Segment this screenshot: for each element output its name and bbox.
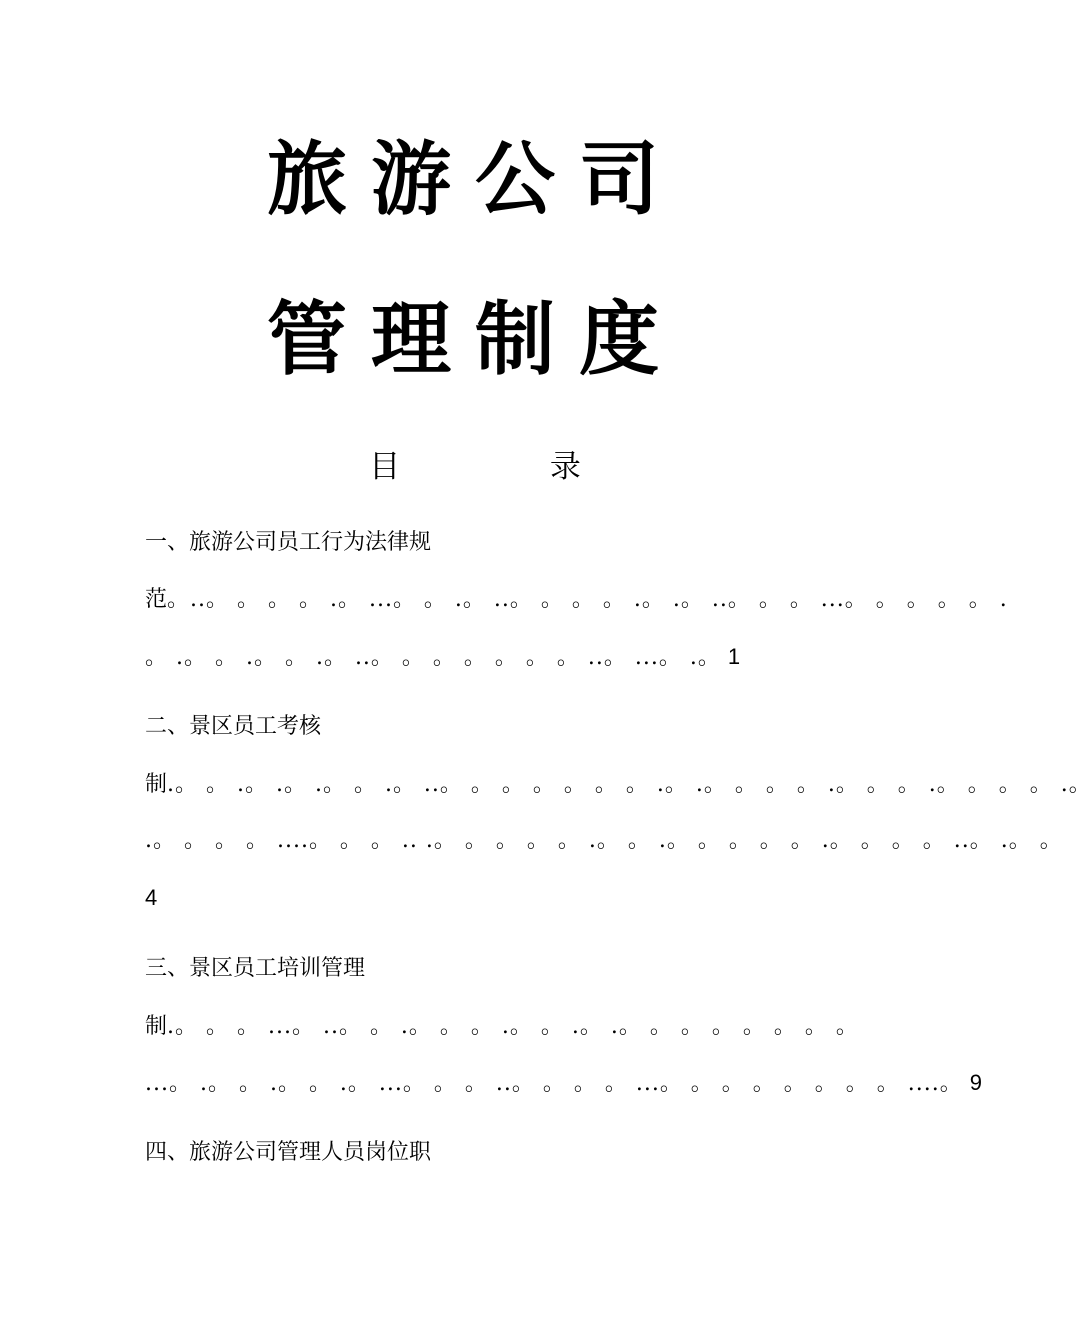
toc-entry-1-leader-line1: [145, 585, 1008, 615]
toc-entry-2-title-end: 制: [145, 772, 168, 797]
toc-entry-1-leader-line2: [145, 642, 805, 673]
toc-entry-2-leader-line1: [145, 770, 1092, 800]
toc-heading: 目 录: [369, 449, 651, 485]
toc-entry-2-dots: .。 。 .。 .。 .。 。 .。 ..。 。 。 。 。 。 。 .。 .。 。 。 。 .。 。 。 .。 。 。 。 .。: [167, 772, 1092, 797]
toc-entry-3-dots: .。 。 。 ...。 ..。 。 .。 。 。 .。 。 .。 .。 。 。 。 。 。 。 。: [167, 1014, 859, 1039]
toc-entry-3-title: 三、景区员工培训管理: [145, 956, 366, 981]
toc-entry-3-leader-line1: [145, 1012, 859, 1042]
toc-entry-2-title: 二、景区员工考核: [145, 714, 322, 739]
toc-entry-2-leader-line2: [145, 826, 1063, 856]
toc-entry-3-title-end: 制: [145, 1014, 168, 1039]
toc-entry-3-page: 9: [969, 1070, 982, 1095]
toc-entry-4-title: 四、旅游公司管理人员岗位职: [145, 1140, 432, 1165]
toc-entry-3-leader-line2: [145, 1068, 982, 1099]
cover-title-line2: 管理制度: [267, 293, 683, 386]
cover-title-line1: 旅游公司: [267, 133, 683, 226]
toc-entry-1-dots: 。..。 。 。 。 .。 ...。 。 .。 ..。 。 。 。 .。 .。 ..。 。 。 ...。 。 。 。 。 .: [167, 587, 1008, 612]
toc-entry-1-title-end: 范: [145, 587, 168, 612]
toc-entry-3-dots-2: ...。 .。 。 .。 。 .。 ...。 。 。 ..。 。 。 。 ...。 。 。 。 。 。 。 。 ....。: [145, 1071, 963, 1096]
toc-entry-2-page-line: [145, 883, 805, 914]
toc-entry-2-page: 4: [145, 885, 158, 910]
toc-entry-2-dots-2: .。 。 。 。 ....。 。 。 .. .。 。 。 。 。 .。 。 .。 。 。 。 。 .。 。 。 。 ..。 .。 。: [145, 828, 1063, 853]
toc-entry-1-page: 1: [727, 644, 741, 669]
toc-entry-1-title: 一、旅游公司员工行为法律规: [145, 530, 432, 555]
toc-entry-1-dots-2: 。 .。 。 .。 。 .。 ..。 。 。 。 。 。 。 ..。 ...。 .。: [145, 645, 721, 670]
